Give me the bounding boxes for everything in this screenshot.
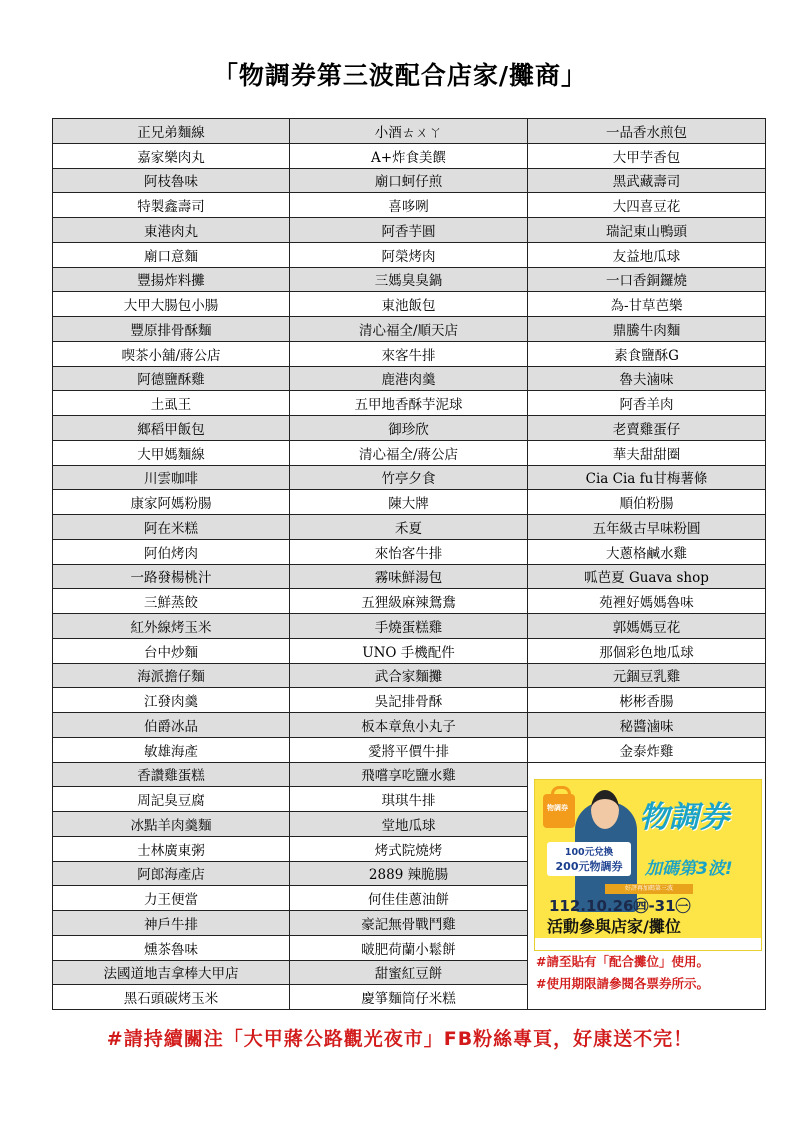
table-row [53, 440, 766, 465]
table-row [53, 762, 766, 787]
exchange-line2: 200元物調券 [555, 859, 623, 873]
vendor-cell: 來怡客牛排 [290, 539, 528, 564]
vendor-cell: 小酒ㄊㄨㄚ [290, 119, 528, 144]
table-row [53, 143, 766, 168]
table-row [53, 638, 766, 663]
vendor-cell: 阿在米糕 [53, 515, 290, 540]
vendor-cell: 周記臭豆腐 [53, 787, 290, 812]
vendor-cell: 法國道地吉拿棒大甲店 [53, 960, 290, 985]
vendor-cell: 清心福全/順天店 [290, 317, 528, 342]
vendor-cell: 霧味鮮湯包 [290, 564, 528, 589]
vendor-cell: 鹿港肉羹 [290, 366, 528, 391]
face [591, 790, 619, 829]
poster-small-tag: 好評再加碼第三波 [605, 884, 693, 894]
vendor-cell: 金泰炸雞 [528, 737, 766, 762]
vendor-cell: 冰點羊肉羹麵 [53, 812, 290, 837]
vendor-cell: 三媽臭臭鍋 [290, 267, 528, 292]
promo-panel [528, 762, 766, 1010]
vendor-cell: 廟口蚵仔煎 [290, 168, 528, 193]
vendor-cell: 御珍欣 [290, 416, 528, 441]
exchange-line1: 100元兌換 [564, 846, 614, 858]
table-row [53, 614, 766, 639]
vendor-cell: 台中炒麵 [53, 638, 290, 663]
vendor-cell: 堂地瓜球 [290, 812, 528, 837]
page-title: 「物調券第三波配合店家/攤商」 [212, 61, 588, 90]
vendor-cell: 友益地瓜球 [528, 242, 766, 267]
poster-boost: 加碼第3波! [645, 858, 733, 879]
vendor-cell: 正兄弟麵線 [53, 119, 290, 144]
vendor-cell: 力王便當 [53, 886, 290, 911]
vendor-cell: 飛嚐享吃鹽水雞 [290, 762, 528, 787]
table-row [53, 589, 766, 614]
vendor-cell: 呱芭夏 Guava shop [528, 564, 766, 589]
exchange-box [547, 842, 631, 876]
table-row [53, 317, 766, 342]
table-row [53, 737, 766, 762]
follow-facebook-note: #請持續關注「大甲蔣公路觀光夜市」FB粉絲專頁，好康送不完！ [106, 1028, 694, 1050]
vendor-cell: 元錮豆乳雞 [528, 663, 766, 688]
vendor-cell: 大四喜豆花 [528, 193, 766, 218]
table-row [53, 539, 766, 564]
table-row [53, 564, 766, 589]
vendor-cell: 士林廣東粥 [53, 836, 290, 861]
vendor-cell: 東港肉丸 [53, 218, 290, 243]
vendor-cell: 阿郎海產店 [53, 861, 290, 886]
vendor-cell: 禾夏 [290, 515, 528, 540]
vendor-cell: 阿香芋圓 [290, 218, 528, 243]
vendor-cell: 琪琪牛排 [290, 787, 528, 812]
promo-note: #請至貼有「配合攤位」使用。 [536, 953, 709, 969]
bag-label: 物調券 [547, 803, 568, 812]
vendor-cell: 阿枝魯味 [53, 168, 290, 193]
table-row [53, 292, 766, 317]
vendor-cell: 鄉稻甲飯包 [53, 416, 290, 441]
vendor-cell: 一品香水煎包 [528, 119, 766, 144]
table-row [53, 242, 766, 267]
vendor-cell: 豐揚炸料攤 [53, 267, 290, 292]
vendor-cell: 大甲芋香包 [528, 143, 766, 168]
vendor-cell: 五甲地香酥芋泥球 [290, 391, 528, 416]
vendor-cell: 素食鹽酥G [528, 341, 766, 366]
vendor-cell: 豐原排骨酥麵 [53, 317, 290, 342]
table-row [53, 168, 766, 193]
vendor-cell: 秘醬滷味 [528, 713, 766, 738]
vendor-cell: 華夫甜甜圈 [528, 440, 766, 465]
vendor-cell: 吳記排骨酥 [290, 688, 528, 713]
vendor-cell: 阿香羊肉 [528, 391, 766, 416]
vendor-cell: 板本章魚小丸子 [290, 713, 528, 738]
vendor-cell: 神戶牛排 [53, 911, 290, 936]
table-row [53, 465, 766, 490]
vendor-cell: 敏雄海產 [53, 737, 290, 762]
vendor-cell: 喜哆咧 [290, 193, 528, 218]
vendor-table [52, 118, 766, 1010]
table-row [53, 713, 766, 738]
vendor-cell: 廟口意麵 [53, 242, 290, 267]
vendor-cell: 一路發楊桃汁 [53, 564, 290, 589]
vendor-cell: 清心福全/蔣公店 [290, 440, 528, 465]
vendor-cell: 鼎騰牛肉麵 [528, 317, 766, 342]
vendor-cell: 土虱王 [53, 391, 290, 416]
poster-date: 112.10.26㊃-31㊀ [549, 896, 691, 915]
vendor-cell: 老賣雞蛋仔 [528, 416, 766, 441]
table-row [53, 688, 766, 713]
vendor-cell: 三鮮蒸餃 [53, 589, 290, 614]
vendor-cell: 烤式院燒烤 [290, 836, 528, 861]
vendor-cell: 紅外線烤玉米 [53, 614, 290, 639]
vendor-cell: 江發肉羹 [53, 688, 290, 713]
table-row [53, 341, 766, 366]
vendor-cell: UNO 手機配件 [290, 638, 528, 663]
vendor-cell: 嘉家樂肉丸 [53, 143, 290, 168]
vendor-cell: 黑石頭碳烤玉米 [53, 985, 290, 1010]
vendor-cell: Cia Cia fu甘梅薯條 [528, 465, 766, 490]
vendor-cell: 手燒蛋糕雞 [290, 614, 528, 639]
table-row [53, 416, 766, 441]
vendor-cell: 喫茶小舖/蔣公店 [53, 341, 290, 366]
table-row [53, 391, 766, 416]
vendor-cell: 東池飯包 [290, 292, 528, 317]
vendor-cell: 陳大牌 [290, 490, 528, 515]
vendor-cell: 海派擔仔麵 [53, 663, 290, 688]
vendor-cell: 竹亭夕食 [290, 465, 528, 490]
vendor-cell: 康家阿媽粉腸 [53, 490, 290, 515]
vendor-cell: 來客牛排 [290, 341, 528, 366]
vendor-cell: 阿榮烤肉 [290, 242, 528, 267]
table-row [53, 515, 766, 540]
vendor-cell: 慶箏麵筒仔米糕 [290, 985, 528, 1010]
vendor-cell: 彬彬香腸 [528, 688, 766, 713]
table-row [53, 490, 766, 515]
vendor-cell: 苑裡好媽媽魯味 [528, 589, 766, 614]
table-row [53, 663, 766, 688]
vendor-cell: 五年級古早味粉圓 [528, 515, 766, 540]
vendor-cell: 阿德鹽酥雞 [53, 366, 290, 391]
vendor-cell: 2889 辣脆腸 [290, 861, 528, 886]
vendor-cell: 順伯粉腸 [528, 490, 766, 515]
shopping-bag-icon [543, 794, 575, 828]
vendor-cell: 一口香銅鑼燒 [528, 267, 766, 292]
vendor-cell: 那個彩色地瓜球 [528, 638, 766, 663]
poster-footer [535, 938, 761, 950]
vendor-cell: 阿伯烤肉 [53, 539, 290, 564]
vendor-cell: 豪記無骨戰鬥雞 [290, 911, 528, 936]
vendor-cell: 大甲大腸包小腸 [53, 292, 290, 317]
poster-event: 活動參與店家/攤位 [547, 916, 681, 936]
vendor-cell: 大甲媽麵線 [53, 440, 290, 465]
table-row [53, 267, 766, 292]
vendor-cell: 武合家麵攤 [290, 663, 528, 688]
vendor-cell: 愛將平價牛排 [290, 737, 528, 762]
vendor-cell: 五狸級麻辣鴛鴦 [290, 589, 528, 614]
table-row [53, 119, 766, 144]
table-row [53, 218, 766, 243]
vendor-cell: 香讚雞蛋糕 [53, 762, 290, 787]
table-row [53, 366, 766, 391]
vendor-cell: 何佳佳蔥油餅 [290, 886, 528, 911]
vendor-cell: 啵肥荷蘭小鬆餅 [290, 935, 528, 960]
vendor-cell: 為-甘草芭樂 [528, 292, 766, 317]
vendor-cell: 魯夫滷味 [528, 366, 766, 391]
vendor-cell: 黑武藏壽司 [528, 168, 766, 193]
vendor-cell: A+炸食美饌 [290, 143, 528, 168]
vendor-cell: 伯爵冰品 [53, 713, 290, 738]
vendor-cell: 燻茶魯味 [53, 935, 290, 960]
vendor-cell: 川雲咖啡 [53, 465, 290, 490]
table-row [53, 193, 766, 218]
vendor-cell: 特製鑫壽司 [53, 193, 290, 218]
promo-poster [534, 779, 762, 951]
promo-note: #使用期限請參閱各票券所示。 [536, 975, 709, 991]
vendor-cell: 瑞記東山鴨頭 [528, 218, 766, 243]
vendor-cell: 甜蜜紅豆餅 [290, 960, 528, 985]
vendor-cell: 大蔥格鹹水雞 [528, 539, 766, 564]
poster-brand: 物調券 [639, 799, 729, 835]
vendor-cell: 郭媽媽豆花 [528, 614, 766, 639]
